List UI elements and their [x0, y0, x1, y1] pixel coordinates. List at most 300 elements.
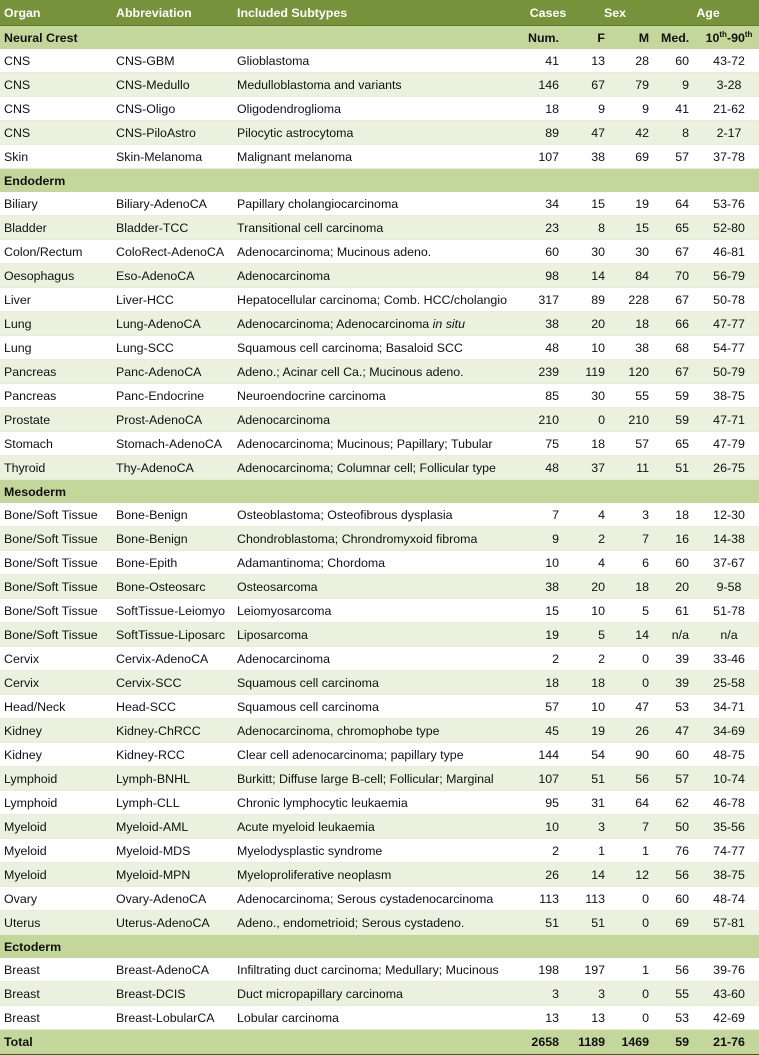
cell-cases: 57 — [523, 695, 573, 719]
cell-subtypes: Adenocarcinoma, chromophobe type — [233, 719, 523, 743]
cell-subtypes: Myeloproliferative neoplasm — [233, 863, 523, 887]
cell-organ: Uterus — [0, 911, 112, 935]
total-label: Total — [0, 1030, 523, 1055]
cell-male: 56 — [615, 767, 657, 791]
group-row — [0, 169, 759, 193]
cell-cases: 60 — [523, 240, 573, 264]
table-row — [0, 97, 759, 121]
cell-male: 0 — [615, 982, 657, 1006]
cell-organ: Bone/Soft Tissue — [0, 623, 112, 647]
cell-median-age: 20 — [657, 575, 699, 599]
cell-cases: 26 — [523, 863, 573, 887]
cell-abbreviation: Breast-AdenoCA — [112, 958, 233, 982]
cell-age-range: 33-46 — [699, 647, 759, 671]
cell-median-age: 57 — [657, 767, 699, 791]
table-row — [0, 815, 759, 839]
cell-cases: 38 — [523, 312, 573, 336]
cell-subtypes: Adenocarcinoma; Serous cystadenocarcinoma — [233, 887, 523, 911]
cell-female: 67 — [573, 73, 615, 97]
cell-subtypes: Neuroendocrine carcinoma — [233, 384, 523, 408]
cell-abbreviation: SoftTissue-Leiomyo — [112, 599, 233, 623]
table-body — [0, 26, 759, 1055]
cell-age-range: 26-75 — [699, 456, 759, 480]
cell-abbreviation: Lung-SCC — [112, 336, 233, 360]
cell-cases: 239 — [523, 360, 573, 384]
table-row — [0, 958, 759, 982]
cell-median-age: 56 — [657, 863, 699, 887]
cell-abbreviation: Bone-Osteosarc — [112, 575, 233, 599]
cell-abbreviation: Head-SCC — [112, 695, 233, 719]
cell-abbreviation: Panc-AdenoCA — [112, 360, 233, 384]
cell-male: 9 — [615, 97, 657, 121]
cell-subtypes: Adenocarcinoma; Mucinous; Papillary; Tubular — [233, 432, 523, 456]
cell-median-age: 51 — [657, 456, 699, 480]
cell-organ: Lung — [0, 312, 112, 336]
cell-subtypes: Squamous cell carcinoma — [233, 695, 523, 719]
cell-age-range: 38-75 — [699, 863, 759, 887]
cell-abbreviation: ColoRect-AdenoCA — [112, 240, 233, 264]
cell-female: 2 — [573, 527, 615, 551]
cell-subtypes: Chondroblastoma; Chrondromyxoid fibroma — [233, 527, 523, 551]
cell-male: 26 — [615, 719, 657, 743]
cell-abbreviation: SoftTissue-Liposarc — [112, 623, 233, 647]
cell-female: 51 — [573, 767, 615, 791]
table-row — [0, 575, 759, 599]
cell-age-range: 47-77 — [699, 312, 759, 336]
cell-subtypes: Burkitt; Diffuse large B-cell; Follicular; Marginal — [233, 767, 523, 791]
cell-median-age: 59 — [657, 408, 699, 432]
cell-age-range: 39-76 — [699, 958, 759, 982]
cell-organ: Cervix — [0, 647, 112, 671]
cell-median-age: 8 — [657, 121, 699, 145]
header-age: Age — [657, 0, 759, 26]
cell-abbreviation: Bone-Epith — [112, 551, 233, 575]
cell-age-range: 47-79 — [699, 432, 759, 456]
cell-age-range: 48-74 — [699, 887, 759, 911]
cell-female: 19 — [573, 719, 615, 743]
subheader-med: Med. — [657, 26, 699, 50]
cell-subtypes: Adenocarcinoma; Adenocarcinoma in situ — [233, 312, 523, 336]
cell-subtypes: Myelodysplastic syndrome — [233, 839, 523, 863]
cell-male: 79 — [615, 73, 657, 97]
cell-cases: 45 — [523, 719, 573, 743]
cell-female: 10 — [573, 599, 615, 623]
cell-male: 210 — [615, 408, 657, 432]
cell-abbreviation: Biliary-AdenoCA — [112, 192, 233, 216]
cell-organ: Bone/Soft Tissue — [0, 599, 112, 623]
cell-age-range: 50-78 — [699, 288, 759, 312]
cell-female: 18 — [573, 432, 615, 456]
cell-male: 1 — [615, 839, 657, 863]
cell-age-range: 46-81 — [699, 240, 759, 264]
table-row — [0, 767, 759, 791]
table-row — [0, 719, 759, 743]
cell-abbreviation: Eso-AdenoCA — [112, 264, 233, 288]
cell-organ: Bone/Soft Tissue — [0, 575, 112, 599]
cell-median-age: 65 — [657, 432, 699, 456]
cell-subtypes: Adenocarcinoma — [233, 264, 523, 288]
cell-age-range: 56-79 — [699, 264, 759, 288]
cell-cases: 41 — [523, 49, 573, 73]
cell-abbreviation: Myeloid-MDS — [112, 839, 233, 863]
cell-cases: 18 — [523, 671, 573, 695]
table-row — [0, 911, 759, 935]
table-row — [0, 887, 759, 911]
cell-female: 5 — [573, 623, 615, 647]
cell-median-age: 60 — [657, 887, 699, 911]
cell-age-range: 37-78 — [699, 145, 759, 169]
cell-organ: CNS — [0, 73, 112, 97]
cell-cases: 19 — [523, 623, 573, 647]
cell-median-age: 59 — [657, 384, 699, 408]
cell-cases: 107 — [523, 767, 573, 791]
cell-cases: 107 — [523, 145, 573, 169]
cell-female: 14 — [573, 863, 615, 887]
group-row — [0, 26, 759, 50]
cell-age-range: 38-75 — [699, 384, 759, 408]
cell-organ: Skin — [0, 145, 112, 169]
cell-male: 18 — [615, 312, 657, 336]
cell-age-range: 9-58 — [699, 575, 759, 599]
cell-abbreviation: Thy-AdenoCA — [112, 456, 233, 480]
cell-male: 84 — [615, 264, 657, 288]
cell-cases: 75 — [523, 432, 573, 456]
cell-organ: Lung — [0, 336, 112, 360]
cell-female: 14 — [573, 264, 615, 288]
cell-female: 3 — [573, 982, 615, 1006]
cell-subtypes: Pilocytic astrocytoma — [233, 121, 523, 145]
cell-female: 30 — [573, 240, 615, 264]
table-row — [0, 671, 759, 695]
cell-male: 15 — [615, 216, 657, 240]
cell-median-age: 47 — [657, 719, 699, 743]
cell-abbreviation: Stomach-AdenoCA — [112, 432, 233, 456]
cell-female: 10 — [573, 695, 615, 719]
cell-median-age: 60 — [657, 551, 699, 575]
table-row — [0, 1006, 759, 1030]
cell-age-range: 50-79 — [699, 360, 759, 384]
cell-cases: 95 — [523, 791, 573, 815]
cell-subtypes: Osteoblastoma; Osteofibrous dysplasia — [233, 503, 523, 527]
cell-subtypes: Adenocarcinoma — [233, 647, 523, 671]
table-row — [0, 982, 759, 1006]
cell-age-range: 14-38 — [699, 527, 759, 551]
cell-age-range: 43-72 — [699, 49, 759, 73]
total-male: 1469 — [615, 1030, 657, 1055]
cell-median-age: 16 — [657, 527, 699, 551]
cell-cases: 3 — [523, 982, 573, 1006]
group-label: Mesoderm — [0, 480, 523, 504]
cell-male: 55 — [615, 384, 657, 408]
subheader-f: F — [573, 26, 615, 50]
cell-median-age: 67 — [657, 288, 699, 312]
cell-abbreviation: Lung-AdenoCA — [112, 312, 233, 336]
cell-median-age: 53 — [657, 695, 699, 719]
cell-subtypes: Chronic lymphocytic leukaemia — [233, 791, 523, 815]
cell-age-range: 53-76 — [699, 192, 759, 216]
cell-median-age: n/a — [657, 623, 699, 647]
cell-cases: 23 — [523, 216, 573, 240]
table-row — [0, 121, 759, 145]
cell-female: 13 — [573, 1006, 615, 1030]
cell-organ: Pancreas — [0, 384, 112, 408]
cell-cases: 317 — [523, 288, 573, 312]
table-row — [0, 49, 759, 73]
group-label: Endoderm — [0, 169, 523, 193]
cell-age-range: 47-71 — [699, 408, 759, 432]
table-row — [0, 384, 759, 408]
cell-abbreviation: Prost-AdenoCA — [112, 408, 233, 432]
cell-male: 0 — [615, 647, 657, 671]
table-header — [0, 0, 759, 26]
subheader-percentile: 10th-90th — [699, 26, 759, 50]
cell-female: 30 — [573, 384, 615, 408]
cell-organ: Breast — [0, 982, 112, 1006]
table-row — [0, 647, 759, 671]
cell-abbreviation: Skin-Melanoma — [112, 145, 233, 169]
table-row — [0, 73, 759, 97]
cell-female: 20 — [573, 312, 615, 336]
cell-median-age: 67 — [657, 360, 699, 384]
cell-subtypes: Glioblastoma — [233, 49, 523, 73]
cell-cases: 10 — [523, 551, 573, 575]
cell-female: 37 — [573, 456, 615, 480]
table-row — [0, 360, 759, 384]
cell-subtypes: Oligodendroglioma — [233, 97, 523, 121]
cell-organ: Bone/Soft Tissue — [0, 551, 112, 575]
cell-cases: 9 — [523, 527, 573, 551]
cell-abbreviation: Cervix-SCC — [112, 671, 233, 695]
cell-organ: Ovary — [0, 887, 112, 911]
cell-organ: Bone/Soft Tissue — [0, 503, 112, 527]
cell-male: 19 — [615, 192, 657, 216]
cell-cases: 48 — [523, 336, 573, 360]
table-row — [0, 503, 759, 527]
cell-male: 57 — [615, 432, 657, 456]
table-row — [0, 408, 759, 432]
cell-male: 6 — [615, 551, 657, 575]
cell-abbreviation: Uterus-AdenoCA — [112, 911, 233, 935]
cell-subtypes: Malignant melanoma — [233, 145, 523, 169]
cell-female: 31 — [573, 791, 615, 815]
cell-median-age: 18 — [657, 503, 699, 527]
cell-female: 0 — [573, 408, 615, 432]
table-row — [0, 216, 759, 240]
cell-male: 38 — [615, 336, 657, 360]
cell-abbreviation: Panc-Endocrine — [112, 384, 233, 408]
cell-organ: Myeloid — [0, 815, 112, 839]
cell-subtypes: Adenocarcinoma; Columnar cell; Follicular type — [233, 456, 523, 480]
cell-subtypes: Liposarcoma — [233, 623, 523, 647]
table-row — [0, 839, 759, 863]
cell-median-age: 61 — [657, 599, 699, 623]
cell-age-range: 51-78 — [699, 599, 759, 623]
group-filler — [523, 169, 759, 193]
table-row — [0, 456, 759, 480]
cell-cases: 198 — [523, 958, 573, 982]
cell-cases: 51 — [523, 911, 573, 935]
cell-abbreviation: Breast-LobularCA — [112, 1006, 233, 1030]
cell-organ: CNS — [0, 97, 112, 121]
cell-organ: CNS — [0, 49, 112, 73]
cell-median-age: 53 — [657, 1006, 699, 1030]
table-row — [0, 599, 759, 623]
cell-subtypes: Leiomyosarcoma — [233, 599, 523, 623]
cell-organ: Lymphoid — [0, 767, 112, 791]
cell-age-range: 34-69 — [699, 719, 759, 743]
cell-abbreviation: Bladder-TCC — [112, 216, 233, 240]
cell-female: 8 — [573, 216, 615, 240]
cell-male: 0 — [615, 671, 657, 695]
table-row — [0, 863, 759, 887]
header-cases: Cases — [523, 0, 573, 26]
table-row — [0, 623, 759, 647]
cell-cases: 34 — [523, 192, 573, 216]
cell-cases: 144 — [523, 743, 573, 767]
cell-male: 228 — [615, 288, 657, 312]
cell-subtypes: Adenocarcinoma — [233, 408, 523, 432]
cell-organ: Bladder — [0, 216, 112, 240]
total-median-age: 59 — [657, 1030, 699, 1055]
cell-male: 18 — [615, 575, 657, 599]
cell-abbreviation: CNS-PiloAstro — [112, 121, 233, 145]
cell-cases: 210 — [523, 408, 573, 432]
cell-organ: Myeloid — [0, 839, 112, 863]
cell-median-age: 56 — [657, 958, 699, 982]
group-filler — [523, 480, 759, 504]
table-row — [0, 791, 759, 815]
cell-cases: 15 — [523, 599, 573, 623]
cell-male: 120 — [615, 360, 657, 384]
cell-median-age: 9 — [657, 73, 699, 97]
subheader-m: M — [615, 26, 657, 50]
subheader-num: Num. — [523, 26, 573, 50]
cell-male: 0 — [615, 911, 657, 935]
header-sex: Sex — [573, 0, 657, 26]
cell-age-range: 42-69 — [699, 1006, 759, 1030]
cell-cases: 7 — [523, 503, 573, 527]
cell-organ: Bone/Soft Tissue — [0, 527, 112, 551]
cell-median-age: 62 — [657, 791, 699, 815]
cell-abbreviation: Bone-Benign — [112, 527, 233, 551]
cell-abbreviation: Ovary-AdenoCA — [112, 887, 233, 911]
cell-male: 64 — [615, 791, 657, 815]
cell-organ: Breast — [0, 958, 112, 982]
table-row — [0, 336, 759, 360]
cell-subtypes: Acute myeloid leukaemia — [233, 815, 523, 839]
group-filler — [523, 935, 759, 959]
cell-median-age: 64 — [657, 192, 699, 216]
cell-age-range: 10-74 — [699, 767, 759, 791]
cell-subtypes: Adeno.; Acinar cell Ca.; Mucinous adeno. — [233, 360, 523, 384]
cell-female: 2 — [573, 647, 615, 671]
cell-median-age: 70 — [657, 264, 699, 288]
cell-organ: Pancreas — [0, 360, 112, 384]
cell-abbreviation: Kidney-ChRCC — [112, 719, 233, 743]
cell-age-range: 37-67 — [699, 551, 759, 575]
cell-female: 1 — [573, 839, 615, 863]
cell-cases: 89 — [523, 121, 573, 145]
cell-cases: 85 — [523, 384, 573, 408]
cell-male: 30 — [615, 240, 657, 264]
cell-male: 42 — [615, 121, 657, 145]
cell-cases: 38 — [523, 575, 573, 599]
cell-male: 90 — [615, 743, 657, 767]
cell-subtypes: Adenocarcinoma; Mucinous adeno. — [233, 240, 523, 264]
cell-subtypes: Squamous cell carcinoma — [233, 671, 523, 695]
table-row — [0, 695, 759, 719]
cell-organ: Stomach — [0, 432, 112, 456]
table-row — [0, 145, 759, 169]
cell-organ: Head/Neck — [0, 695, 112, 719]
cell-age-range: 3-28 — [699, 73, 759, 97]
table-row — [0, 743, 759, 767]
cell-age-range: 43-60 — [699, 982, 759, 1006]
cell-organ: Thyroid — [0, 456, 112, 480]
cell-median-age: 60 — [657, 49, 699, 73]
cell-cases: 113 — [523, 887, 573, 911]
table-row — [0, 432, 759, 456]
cell-organ: Kidney — [0, 719, 112, 743]
cell-female: 15 — [573, 192, 615, 216]
group-row — [0, 480, 759, 504]
cell-organ: Liver — [0, 288, 112, 312]
cell-female: 38 — [573, 145, 615, 169]
total-female: 1189 — [573, 1030, 615, 1055]
cell-female: 47 — [573, 121, 615, 145]
cell-female: 13 — [573, 49, 615, 73]
cell-male: 5 — [615, 599, 657, 623]
cell-cases: 2 — [523, 647, 573, 671]
cell-age-range: 54-77 — [699, 336, 759, 360]
table-row — [0, 312, 759, 336]
cell-subtypes: Clear cell adenocarcinoma; papillary type — [233, 743, 523, 767]
header-organ: Organ — [0, 0, 112, 26]
cell-age-range: 2-17 — [699, 121, 759, 145]
table-row — [0, 264, 759, 288]
cell-organ: Cervix — [0, 671, 112, 695]
cell-subtypes: Hepatocellular carcinoma; Comb. HCC/cholangio — [233, 288, 523, 312]
cell-subtypes: Infiltrating duct carcinoma; Medullary; Mucinous — [233, 958, 523, 982]
cell-subtypes: Adamantinoma; Chordoma — [233, 551, 523, 575]
cell-age-range: n/a — [699, 623, 759, 647]
cell-median-age: 39 — [657, 647, 699, 671]
cell-cases: 98 — [523, 264, 573, 288]
cell-male: 14 — [615, 623, 657, 647]
cell-male: 0 — [615, 887, 657, 911]
cell-male: 7 — [615, 815, 657, 839]
cell-subtypes: Osteosarcoma — [233, 575, 523, 599]
cell-subtypes: Duct micropapillary carcinoma — [233, 982, 523, 1006]
cell-abbreviation: Lymph-BNHL — [112, 767, 233, 791]
cell-median-age: 60 — [657, 743, 699, 767]
cell-median-age: 69 — [657, 911, 699, 935]
cell-age-range: 25-58 — [699, 671, 759, 695]
cell-age-range: 12-30 — [699, 503, 759, 527]
cell-organ: Myeloid — [0, 863, 112, 887]
cell-organ: Colon/Rectum — [0, 240, 112, 264]
cell-subtypes: Adeno., endometrioid; Serous cystadeno. — [233, 911, 523, 935]
cell-male: 69 — [615, 145, 657, 169]
cell-subtypes: Transitional cell carcinoma — [233, 216, 523, 240]
cell-median-age: 41 — [657, 97, 699, 121]
cell-age-range: 48-75 — [699, 743, 759, 767]
total-cases: 2658 — [523, 1030, 573, 1055]
cell-age-range: 34-71 — [699, 695, 759, 719]
cell-organ: Breast — [0, 1006, 112, 1030]
cell-median-age: 57 — [657, 145, 699, 169]
cell-subtypes: Squamous cell carcinoma; Basaloid SCC — [233, 336, 523, 360]
